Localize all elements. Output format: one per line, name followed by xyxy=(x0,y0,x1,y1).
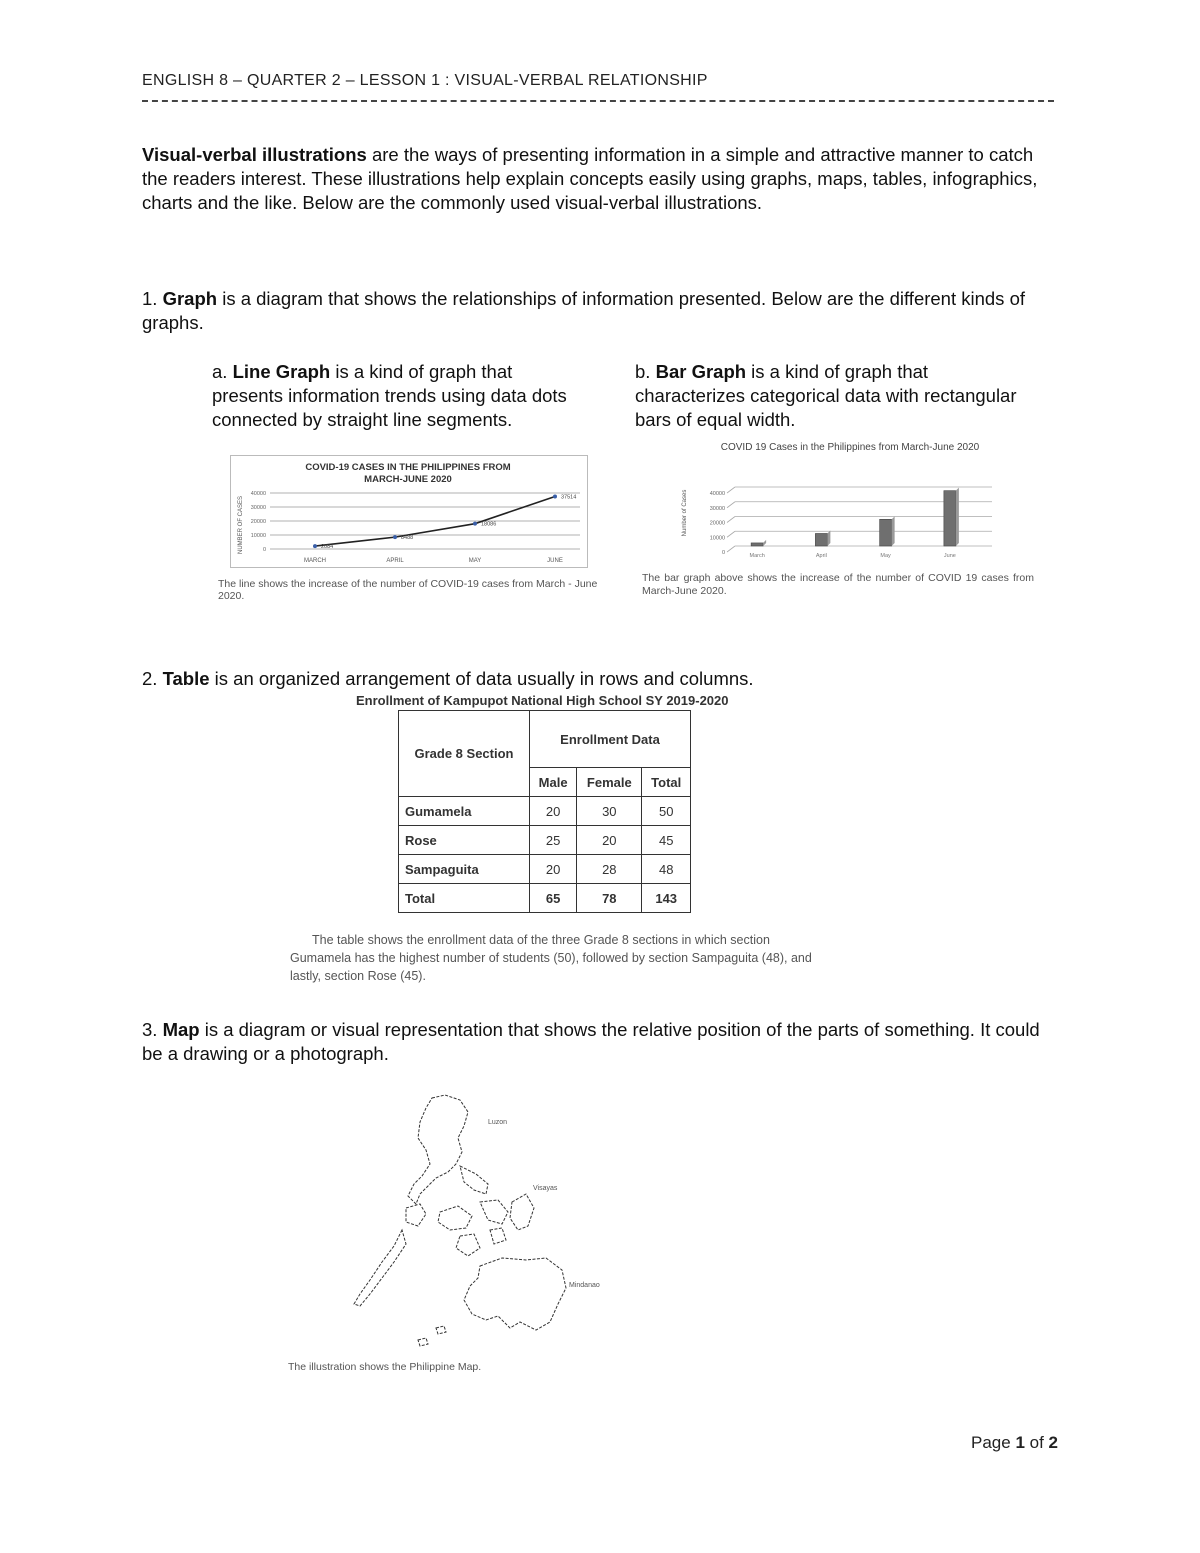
enrollment-table xyxy=(398,710,691,913)
row-section: Sampaguita xyxy=(399,855,530,884)
map-label-mindanao: Mindanao xyxy=(569,1282,600,1289)
bar-chart-bar-side xyxy=(763,540,766,546)
bar-chart-title: COVID 19 Cases in the Philippines from March-June 2020 xyxy=(720,442,980,453)
bar-chart-ytick-label: 10000 xyxy=(709,535,725,542)
table-row xyxy=(399,855,691,884)
bar-chart-bar-side xyxy=(956,488,959,546)
line-chart-point xyxy=(313,544,317,548)
document-header: ENGLISH 8 – QUARTER 2 – LESSON 1 : VISUAL-VERBAL RELATIONSHIP xyxy=(142,72,708,89)
row-female: 30 xyxy=(577,797,642,826)
col-group-header: Enrollment Data xyxy=(530,711,691,768)
row-section: Rose xyxy=(399,826,530,855)
col-female-header: Female xyxy=(577,768,642,797)
bar-chart-bar xyxy=(880,519,892,546)
row-total: 143 xyxy=(642,884,691,913)
bar-chart-gridline-depth xyxy=(727,531,735,537)
bar-chart-ytick-label: 30000 xyxy=(709,505,725,512)
table-title: Enrollment of Kampupot National High School SY 2019-2020 xyxy=(356,693,729,708)
bar-chart-ytick-label: 40000 xyxy=(709,491,725,497)
row-section: Total xyxy=(399,884,530,913)
line-chart-data-label: 18086 xyxy=(481,521,497,528)
map-caption: The illustration shows the Philippine Map. xyxy=(288,1361,482,1373)
line-chart-xtick-label: MAY xyxy=(468,558,482,564)
table-definition xyxy=(142,667,1042,691)
table-row xyxy=(399,826,691,855)
line-chart-xtick-label: APRIL xyxy=(386,558,404,564)
page-current: 1 xyxy=(1015,1433,1025,1452)
graph-number: 1. xyxy=(142,288,163,309)
row-male: 25 xyxy=(530,826,577,855)
table-text: is an organized arrangement of data usually in rows and columns. xyxy=(209,668,754,689)
line-graph-prefix: a. xyxy=(212,361,233,382)
line-graph-term: Line Graph xyxy=(232,361,331,382)
map-label-visayas: Visayas xyxy=(533,1185,558,1192)
table-number: 2. xyxy=(142,668,163,689)
row-male: 65 xyxy=(530,884,577,913)
row-total: 48 xyxy=(642,855,691,884)
bar-chart-bar xyxy=(815,533,827,546)
line-chart-data-label: 37514 xyxy=(561,494,577,501)
bar-chart-bar-side xyxy=(892,516,895,546)
bar-chart-xtick-label: May xyxy=(880,553,891,559)
map-number: 3. xyxy=(142,1019,163,1040)
table-term: Table xyxy=(162,668,210,689)
map-text: is a diagram or visual representation that shows the relative position of the parts of something. It could be a drawing or a photograph. xyxy=(142,1019,1040,1064)
line-graph-text: is a kind of graph that presents information trends using data dots connected by straight line segments. xyxy=(212,361,567,430)
line-chart-point xyxy=(473,522,477,526)
line-chart-data-label: 2084 xyxy=(321,544,334,551)
line-chart-point xyxy=(393,535,397,539)
bar-graph-caption: The bar graph above shows the increase of the number of COVID 19 cases from March-June 2020. xyxy=(642,572,1034,597)
col-male-header: Male xyxy=(530,768,577,797)
intro-paragraph xyxy=(142,143,1042,215)
map-definition xyxy=(142,1018,1042,1066)
line-chart-data-label: 8488 xyxy=(401,535,414,542)
map-term: Map xyxy=(162,1019,200,1040)
line-chart-xtick-label: MARCH xyxy=(304,558,326,564)
row-section: Gumamela xyxy=(399,797,530,826)
line-graph-definition xyxy=(212,360,582,432)
bar-chart-xtick-label: June xyxy=(943,553,956,559)
line-chart-ytick-label: 0 xyxy=(262,547,266,553)
bar-chart-bar-side xyxy=(827,530,830,546)
table-row xyxy=(399,884,691,913)
bar-chart-ylabel: Number of Cases xyxy=(682,489,688,537)
table-caption: The table shows the enrollment data of the three Grade 8 sections in which section Gumamela has the highest number of students (50), followed by section Sampaguita (48), and lastly, section Rose (45). xyxy=(290,933,812,983)
line-chart-ytick-label: 40000 xyxy=(250,491,266,497)
col-total-header: Total xyxy=(642,768,691,797)
row-female: 20 xyxy=(577,826,642,855)
row-female: 78 xyxy=(577,884,642,913)
page-word: Page xyxy=(971,1433,1016,1452)
graph-text: is a diagram that shows the relationships of information presented. Below are the different kinds of graphs. xyxy=(142,288,1026,333)
graph-term: Graph xyxy=(162,288,218,309)
row-total: 45 xyxy=(642,826,691,855)
line-chart-xtick-label: JUNE xyxy=(547,558,563,564)
page-total: 2 xyxy=(1048,1433,1058,1452)
row-female: 28 xyxy=(577,855,642,884)
line-chart-title-2: MARCH-JUNE 2020 xyxy=(364,474,452,485)
bar-graph-prefix: b. xyxy=(635,361,656,382)
graph-definition xyxy=(142,287,1042,335)
header-divider xyxy=(142,100,1054,102)
line-chart xyxy=(230,455,590,570)
line-chart-ytick-label: 30000 xyxy=(250,505,266,511)
line-chart-ylabel: NUMBER OF CASES xyxy=(238,495,244,555)
philippine-map xyxy=(340,1090,630,1355)
map-outline xyxy=(354,1095,566,1346)
bar-graph-term: Bar Graph xyxy=(655,361,747,382)
col-section-header: Grade 8 Section xyxy=(399,711,530,797)
bar-chart-gridline-depth xyxy=(727,546,735,552)
table-row xyxy=(399,797,691,826)
page-of-word: of xyxy=(1024,1433,1049,1452)
bar-chart-bar xyxy=(944,491,956,546)
bar-chart-gridline-depth xyxy=(727,487,735,493)
line-chart-ytick-label: 10000 xyxy=(250,533,266,539)
bar-chart xyxy=(640,433,1020,563)
bar-chart-gridline-depth xyxy=(727,517,735,523)
bar-chart-xtick-label: April xyxy=(815,553,827,559)
bar-chart-xtick-label: March xyxy=(749,553,765,559)
bar-chart-ytick-label: 20000 xyxy=(709,520,725,527)
row-male: 20 xyxy=(530,797,577,826)
bar-graph-text: is a kind of graph that characterizes categorical data with rectangular bars of equal width. xyxy=(635,361,1017,430)
table-header-row xyxy=(399,711,691,768)
intro-term: Visual-verbal illustrations xyxy=(142,144,367,165)
bar-chart-gridline-depth xyxy=(727,502,735,508)
bar-chart-ytick-label: 0 xyxy=(721,550,725,556)
page-footer xyxy=(971,1433,1058,1453)
bar-graph-definition xyxy=(635,360,1025,432)
row-total: 50 xyxy=(642,797,691,826)
bar-chart-bar xyxy=(751,543,763,546)
line-graph-caption: The line shows the increase of the number of COVID-19 cases from March - June 2020. xyxy=(218,578,598,602)
line-chart-title-1: COVID-19 CASES IN THE PHILIPPINES FROM xyxy=(305,462,511,473)
line-chart-ytick-label: 20000 xyxy=(250,519,266,525)
row-male: 20 xyxy=(530,855,577,884)
intro-text: are the ways of presenting information in a simple and attractive manner to catch the readers interest. These illustrations help explain concepts easily using graphs, maps, tables, infographics, charts and the like. Below are the commonly used visual-verbal illustrations. xyxy=(142,144,1038,213)
line-chart-point xyxy=(553,494,557,498)
map-label-luzon: Luzon xyxy=(488,1119,508,1126)
